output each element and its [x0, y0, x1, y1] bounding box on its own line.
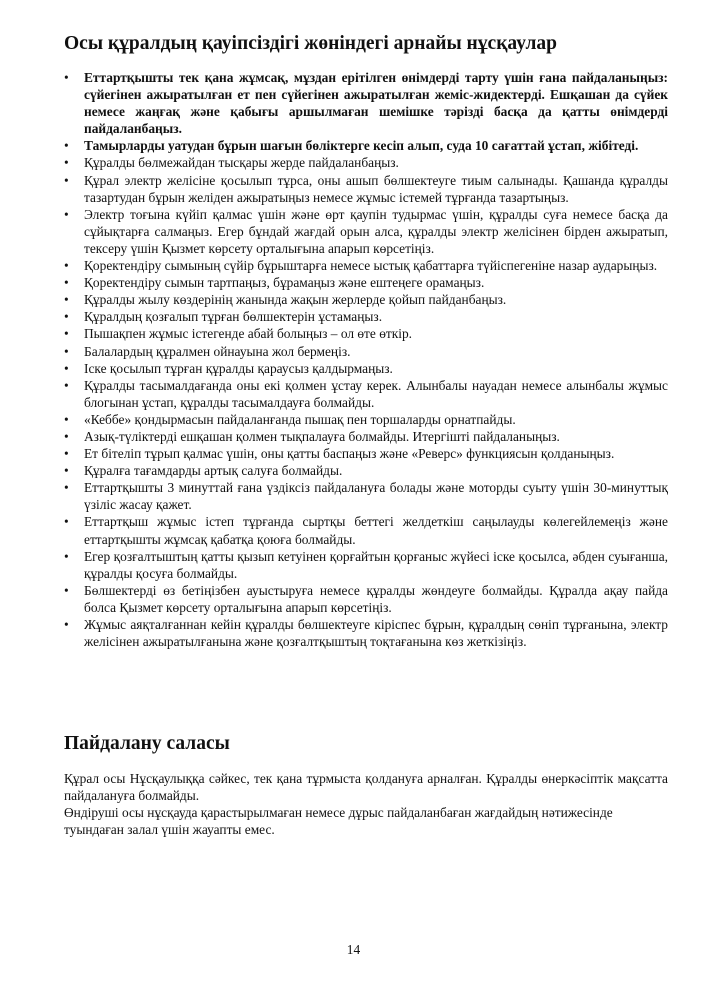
- bullet-icon: •: [64, 258, 69, 274]
- bullet-icon: •: [64, 617, 69, 632]
- list-item: [64, 257, 668, 274]
- list-item-text: «Кеббе» қондырмасын пайдаланғанда пышақ пен торшаларды орнатпайды.: [84, 411, 516, 427]
- page-number: 14: [346, 942, 361, 957]
- bullet-icon: •: [64, 292, 69, 308]
- list-item: [64, 274, 668, 291]
- usage-paragraph: Құрал осы Нұсқаулыққа сәйкес, тек қана тұрмыста қолдануға арналған. Құралды өнеркәсіптік мақсатта пайдалануға болмайды.: [64, 771, 668, 804]
- bullet-icon: •: [64, 480, 69, 496]
- bullet-icon: •: [64, 206, 69, 222]
- list-item-text: Тамырларды уатудан бұрын шағын бөліктерге кесіп алып, суда 10 сағаттай ұстап, жібітеді.: [84, 138, 639, 154]
- list-item: [64, 445, 668, 462]
- list-item: [64, 616, 668, 650]
- list-item: [64, 513, 668, 547]
- bullet-icon: •: [64, 343, 69, 359]
- list-item-text: Жұмыс аяқталғаннан кейін құралды бөлшектеуге кіріспес бұрын, құралдың сөніп тұрғанына, электр желісінен ажыратылғанына және қозғалтқыштың тоқтағанына көз жеткізіңіз.: [84, 617, 668, 650]
- list-item-text: Электр тоғына күйіп қалмас үшін және өрт қаупін тудырмас үшін, құралды суға немесе басқа да сұйықтарға салмаңыз. Егер бұндай жағдай орын алса, құралды электр желісінен бірден ажыратып, тексеру үшін Қызмет көрсету орталығына апарып көрсетіңіз.: [84, 206, 668, 256]
- bullet-icon: •: [64, 463, 69, 479]
- list-item-text: Құрал электр желісіне қосылып тұрса, оны ашып бөлшектеуге тиым салынады. Қашанда құралды тазартудан бұрын желіден ажыратыңыз немесе жұмыс істемей тұрғанда тазартыңыз.: [84, 172, 668, 205]
- bullet-icon: •: [64, 70, 69, 85]
- list-item-text: Егер қозғалтыштың қатты қызып кетуінен қорғайтын қорғаныс жүйесі іске қосылса, әбден суығанша, құралды қосуға болмайды.: [84, 548, 668, 581]
- list-item: [64, 308, 668, 325]
- list-item: [64, 548, 668, 582]
- bullet-icon: •: [64, 514, 69, 530]
- section-heading-usage: Пайдалану саласы: [64, 733, 230, 754]
- list-item-text: Бөлшектерді өз бетіңізбен ауыстыруға немесе құралды жөндеуге болмайды. Құралда ақау пайда болса Қызмет көрсету орталығына апарып көрсетіңіз.: [84, 582, 668, 615]
- bullet-icon: •: [64, 155, 69, 171]
- list-item: [64, 69, 668, 137]
- list-item: [64, 462, 668, 479]
- bullet-icon: •: [64, 548, 69, 564]
- list-item-text: Пышақпен жұмыс істегенде абай болыңыз – ол өте өткір.: [84, 326, 413, 342]
- list-item: [64, 325, 668, 342]
- list-item: [64, 411, 668, 428]
- list-item-text: Еттартқыш жұмыс істеп тұрғанда сыртқы беттегі желдеткіш саңылауды көлегейлемеңіз және еттартқышты жұмсақ қабатқа қоюға болмайды.: [84, 514, 668, 547]
- list-item-text: Қоректендіру сымын тартпаңыз, бұрамаңыз және ештеңеге орамаңыз.: [84, 275, 485, 291]
- bullet-icon: •: [64, 138, 69, 154]
- list-item: [64, 428, 668, 445]
- list-item: [64, 582, 668, 616]
- list-item: [64, 479, 668, 513]
- usage-section-body: [64, 770, 668, 838]
- list-item: [64, 360, 668, 377]
- bullet-icon: •: [64, 377, 69, 393]
- bullet-icon: •: [64, 309, 69, 325]
- list-item-text: Құралға тағамдарды артық салуға болмайды.: [84, 463, 343, 479]
- safety-instructions-list: [64, 69, 668, 650]
- list-item-text: Құралдың қозғалып тұрған бөлшектерін ұстамаңыз.: [84, 309, 383, 325]
- bullet-icon: •: [64, 582, 69, 598]
- list-item-text: Еттартқышты 3 минуттай ғана үздіксіз пайдалануға болады және моторды суыту үшін 30-минуттық үзіліс жасау қажет.: [84, 480, 668, 513]
- list-item: [64, 343, 668, 360]
- list-item-text: Іске қосылып тұрған құралды қараусыз қалдырмаңыз.: [84, 360, 393, 376]
- list-item: [64, 291, 668, 308]
- list-item: [64, 377, 668, 411]
- bullet-icon: •: [64, 172, 69, 188]
- list-item-text: Құралды тасымалдағанда оны екі қолмен ұстау керек. Алынбалы науадан немесе алынбалы жұмыс блогынан ұстап, құралды тасымалдауға болмайды.: [84, 377, 668, 410]
- list-item-text: Азық-түліктерді ешқашан қолмен тықпалауға болмайды. Итергішті пайдаланыңыз.: [84, 428, 560, 444]
- bullet-icon: •: [64, 428, 69, 444]
- bullet-icon: •: [64, 326, 69, 342]
- list-item: [64, 154, 668, 171]
- list-item-text: Еттартқышты тек қана жұмсақ, мұздан ерітілген өнімдерді тарту үшін ғана пайдаланыңыз: сүйегінен ажыратылған ет пен сүйегінен ажыратылған жеміс-жидектерді. Ешқашан да сүйек немесе жаңғақ және қабығы аршылмаған шемішке тәрізді басқа да қатты өнімдерді пайдаланбаңыз.: [84, 70, 668, 137]
- bullet-icon: •: [64, 411, 69, 427]
- list-item-text: Қоректендіру сымының сүйір бұрыштарға немесе ыстық қабаттарға түйіспегеніне назар аударыңыз.: [84, 258, 658, 274]
- list-item-text: Ет бітеліп тұрып қалмас үшін, оны қатты баспаңыз және «Реверс» функциясын қолданыңыз.: [84, 446, 615, 462]
- bullet-icon: •: [64, 275, 69, 291]
- page-title: Осы құралдың қауіпсіздігі жөніндегі арнайы нұсқаулар: [64, 33, 557, 54]
- list-item-text: Құралды бөлмежайдан тысқары жерде пайдаланбаңыз.: [84, 155, 399, 171]
- bullet-icon: •: [64, 446, 69, 462]
- liability-paragraph: Өндіруші осы нұсқауда қарастырылмаған немесе дұрыс пайдаланбаған жағдайдың нәтижесінде туындаған залал үшін жауапты емес.: [64, 805, 613, 838]
- list-item-text: Балалардың құралмен ойнауына жол бермеңіз.: [84, 343, 351, 359]
- list-item-text: Құралды жылу көздерінің жанында жақын жерлерде қойып пайданбаңыз.: [84, 292, 507, 308]
- list-item: [64, 137, 668, 154]
- list-item: [64, 172, 668, 206]
- list-item: [64, 206, 668, 257]
- bullet-icon: •: [64, 360, 69, 376]
